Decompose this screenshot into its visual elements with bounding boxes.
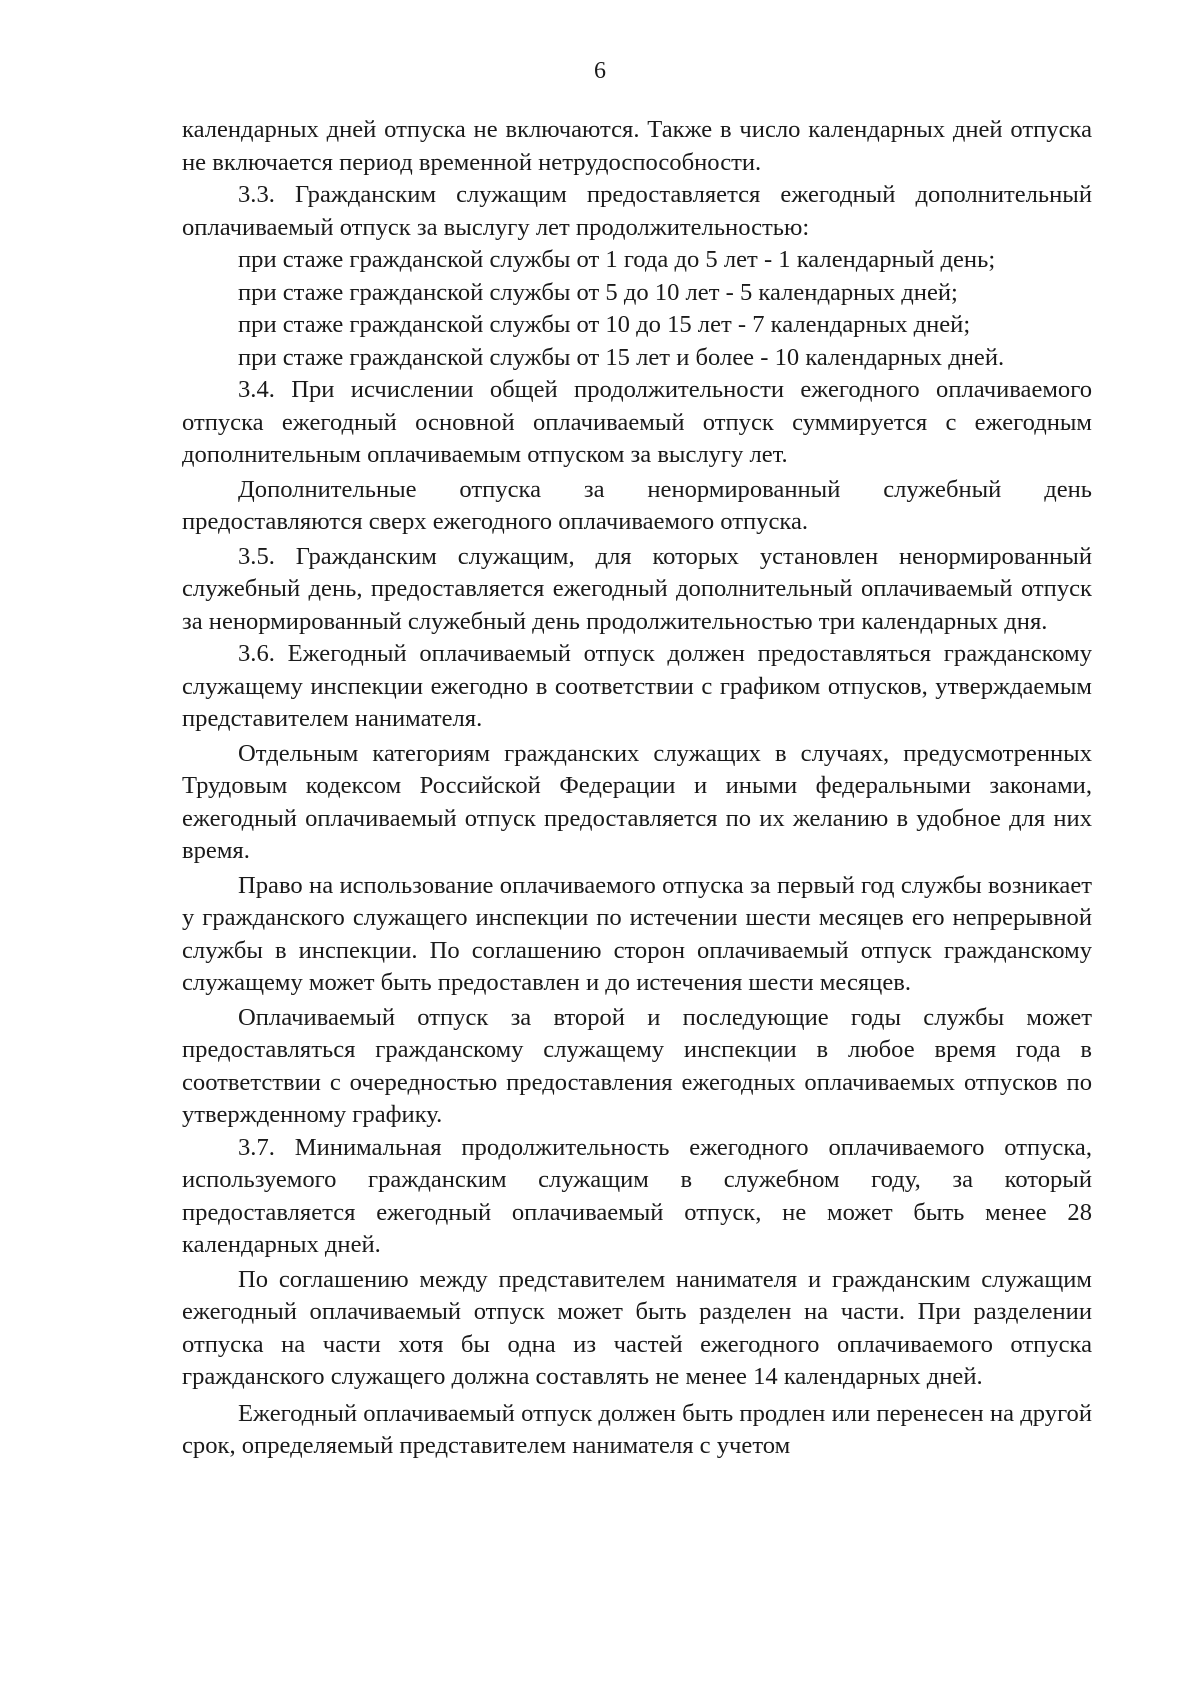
paragraph-section-3-7: 3.7. Минимальная продолжительность ежегодного оплачиваемого отпуска, используемого гражданским служащим в служебном году, за который предоставляется ежегодный оплачиваемый отпуск, не может быть менее 28 календарных дней. bbox=[182, 1133, 1092, 1258]
paragraph-section-3-4: 3.4. При исчислении общей продолжительности ежегодного оплачиваемого отпуска ежегодный основной оплачиваемый отпуск суммируется с ежегодным дополнительным оплачиваемым отпуском за выслугу лет. bbox=[182, 376, 1092, 468]
paragraph: календарных дней отпуска не включаются. Также в число календарных дней отпуска не включается период временной нетрудоспособности. bbox=[182, 116, 1092, 176]
paragraph: Отдельным категориям гражданских служащих в случаях, предусмотренных Трудовым кодексом Российской Федерации и иными федеральными законами, ежегодный оплачиваемый отпуск предоставляется по их желанию в удобное для них время. bbox=[182, 739, 1092, 864]
list-item: при стаже гражданской службы от 15 лет и более - 10 календарных дней. bbox=[238, 343, 1005, 371]
paragraph: Ежегодный оплачиваемый отпуск должен быть продлен или перенесен на другой срок, определяемый представителем нанимателя с учетом bbox=[182, 1399, 1092, 1459]
paragraph: По соглашению между представителем нанимателя и гражданским служащим ежегодный оплачиваемый отпуск может быть разделен на части. При разделении отпуска на части хотя бы одна из частей ежегодного оплачиваемого отпуска гражданского служащего должна составлять не менее 14 календарных дней. bbox=[182, 1265, 1092, 1390]
paragraph-section-3-3: 3.3. Гражданским служащим предоставляется ежегодный дополнительный оплачиваемый отпуск за выслугу лет продолжительностью: bbox=[182, 181, 1092, 241]
list-item: при стаже гражданской службы от 10 до 15 лет - 7 календарных дней; bbox=[238, 311, 971, 338]
paragraph: Дополнительные отпуска за ненормированный служебный день предоставляются сверх ежегодного оплачиваемого отпуска. bbox=[182, 475, 1092, 535]
paragraph: Оплачиваемый отпуск за второй и последующие годы службы может предоставляться гражданскому служащему инспекции в любое время года в соответствии с очередностью предоставления ежегодных оплачиваемых отпусков по утвержденному графику. bbox=[182, 1003, 1092, 1128]
list-item: при стаже гражданской службы от 1 года до 5 лет - 1 календарный день; bbox=[238, 246, 996, 273]
list-item: при стаже гражданской службы от 5 до 10 лет - 5 календарных дней; bbox=[238, 278, 958, 306]
paragraph-section-3-5: 3.5. Гражданским служащим, для которых установлен ненормированный служебный день, предоставляется ежегодный дополнительный оплачиваемый отпуск за ненормированный служебный день продолжительностью три календарных дня. bbox=[182, 542, 1092, 635]
paragraph: Право на использование оплачиваемого отпуска за первый год службы возникает у гражданского служащего инспекции по истечении шести месяцев его непрерывной службы в инспекции. По соглашению сторон оплачиваемый отпуск гражданскому служащему может быть предоставлен и до истечения шести месяцев. bbox=[182, 871, 1092, 996]
page-number: 6 bbox=[594, 58, 606, 84]
document-body bbox=[182, 114, 1092, 1463]
paragraph-section-3-6: 3.6. Ежегодный оплачиваемый отпуск должен предоставляться гражданскому служащему инспекции ежегодно в соответствии с графиком отпусков, утверждаемым представителем нанимателя. bbox=[182, 640, 1092, 732]
